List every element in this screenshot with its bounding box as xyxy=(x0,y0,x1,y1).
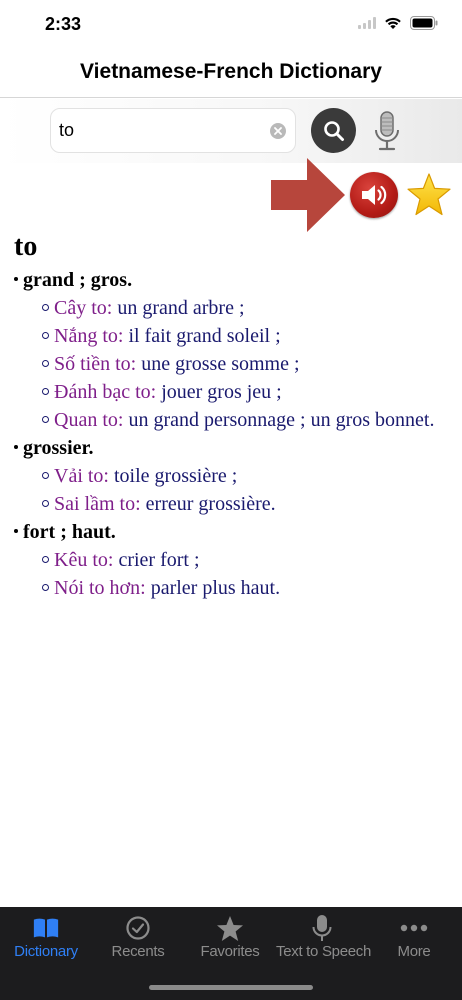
star-icon xyxy=(216,915,244,941)
add-favorite-star-icon[interactable] xyxy=(406,172,452,218)
circle-bullet-icon xyxy=(42,584,49,591)
status-time: 2:33 xyxy=(45,14,82,34)
entry-headword: to xyxy=(14,231,38,262)
tab-label: Favorites xyxy=(200,943,260,960)
circle-bullet-icon xyxy=(42,500,49,507)
tab-label: Text to Speech xyxy=(276,943,372,960)
bullet-icon xyxy=(14,445,18,449)
sense xyxy=(14,266,454,434)
circle-bullet-icon xyxy=(42,332,49,339)
sense xyxy=(14,434,454,518)
search-bar xyxy=(0,99,462,163)
microphone-icon xyxy=(308,915,336,941)
sense-title xyxy=(14,434,454,462)
page-title: Vietnamese-French Dictionary xyxy=(80,60,382,83)
example-french: un grand personnage ; un gros bonnet. xyxy=(123,409,435,431)
dictionary-entry xyxy=(14,228,454,602)
bullet-icon xyxy=(14,277,18,281)
sense xyxy=(14,518,454,602)
battery-icon xyxy=(410,16,438,30)
tab-label: Dictionary xyxy=(14,943,78,960)
sense-title-text: grossier. xyxy=(23,437,94,459)
example-vietnamese: Cây to: xyxy=(54,297,113,319)
example-vietnamese: Đánh bạc to: xyxy=(54,381,157,403)
example-french: erreur grossière. xyxy=(140,493,276,515)
cellular-signal-icon xyxy=(358,17,376,29)
example-vietnamese: Quan to: xyxy=(54,409,124,431)
circle-bullet-icon xyxy=(42,304,49,311)
examples-list xyxy=(14,462,454,518)
example-item xyxy=(42,490,454,518)
nav-header xyxy=(0,50,462,98)
circle-bullet-icon xyxy=(42,360,49,367)
example-french: il fait grand soleil ; xyxy=(123,325,281,347)
search-button[interactable] xyxy=(311,108,356,153)
wifi-icon xyxy=(384,16,402,30)
example-item xyxy=(42,574,454,602)
example-french: toile grossière ; xyxy=(109,465,238,487)
example-french: une grosse somme ; xyxy=(136,353,300,375)
magnifier-icon xyxy=(322,119,346,143)
pointer-arrow-icon xyxy=(271,158,345,232)
example-french: crier fort ; xyxy=(113,549,200,571)
book-icon xyxy=(32,915,60,941)
tab-text-to-speech[interactable] xyxy=(276,907,372,969)
tab-label: More xyxy=(397,943,431,960)
pronounce-button[interactable] xyxy=(350,172,398,218)
tab-dictionary[interactable] xyxy=(0,907,92,969)
home-indicator xyxy=(149,985,313,990)
speaker-icon xyxy=(359,182,389,208)
example-item xyxy=(42,462,454,490)
sense-title-text: fort ; haut. xyxy=(23,521,116,543)
example-item xyxy=(42,322,454,350)
example-vietnamese: Kêu to: xyxy=(54,549,114,571)
example-french: parler plus haut. xyxy=(145,577,281,599)
examples-list xyxy=(14,294,454,434)
clear-icon[interactable] xyxy=(270,123,286,139)
sense-title xyxy=(14,266,454,294)
status-icons xyxy=(358,16,438,30)
tab-label: Recents xyxy=(111,943,165,960)
clock-check-icon xyxy=(124,915,152,941)
example-vietnamese: Nói to hơn: xyxy=(54,577,146,599)
circle-bullet-icon xyxy=(42,416,49,423)
circle-bullet-icon xyxy=(42,472,49,479)
example-item xyxy=(42,406,454,434)
microphone-icon xyxy=(372,110,402,154)
examples-list xyxy=(14,546,454,602)
status-bar xyxy=(0,0,462,50)
bullet-icon xyxy=(14,529,18,533)
sense-title xyxy=(14,518,454,546)
search-input[interactable] xyxy=(59,109,259,152)
example-item xyxy=(42,546,454,574)
tab-more[interactable] xyxy=(368,907,460,969)
example-french: jouer gros jeu ; xyxy=(156,381,282,403)
search-box[interactable] xyxy=(50,108,296,153)
tab-favorites[interactable] xyxy=(184,907,276,969)
tab-recents[interactable] xyxy=(92,907,184,969)
example-vietnamese: Sai lầm to: xyxy=(54,493,141,515)
example-item xyxy=(42,294,454,322)
voice-input-button[interactable] xyxy=(370,109,404,155)
sense-title-text: grand ; gros. xyxy=(23,269,133,291)
example-vietnamese: Số tiền to: xyxy=(54,353,137,375)
example-vietnamese: Nắng to: xyxy=(54,325,124,347)
example-vietnamese: Vải to: xyxy=(54,465,109,487)
example-item xyxy=(42,378,454,406)
circle-bullet-icon xyxy=(42,388,49,395)
example-item xyxy=(42,350,454,378)
example-french: un grand arbre ; xyxy=(112,297,245,319)
circle-bullet-icon xyxy=(42,556,49,563)
ellipsis-icon xyxy=(400,915,428,941)
